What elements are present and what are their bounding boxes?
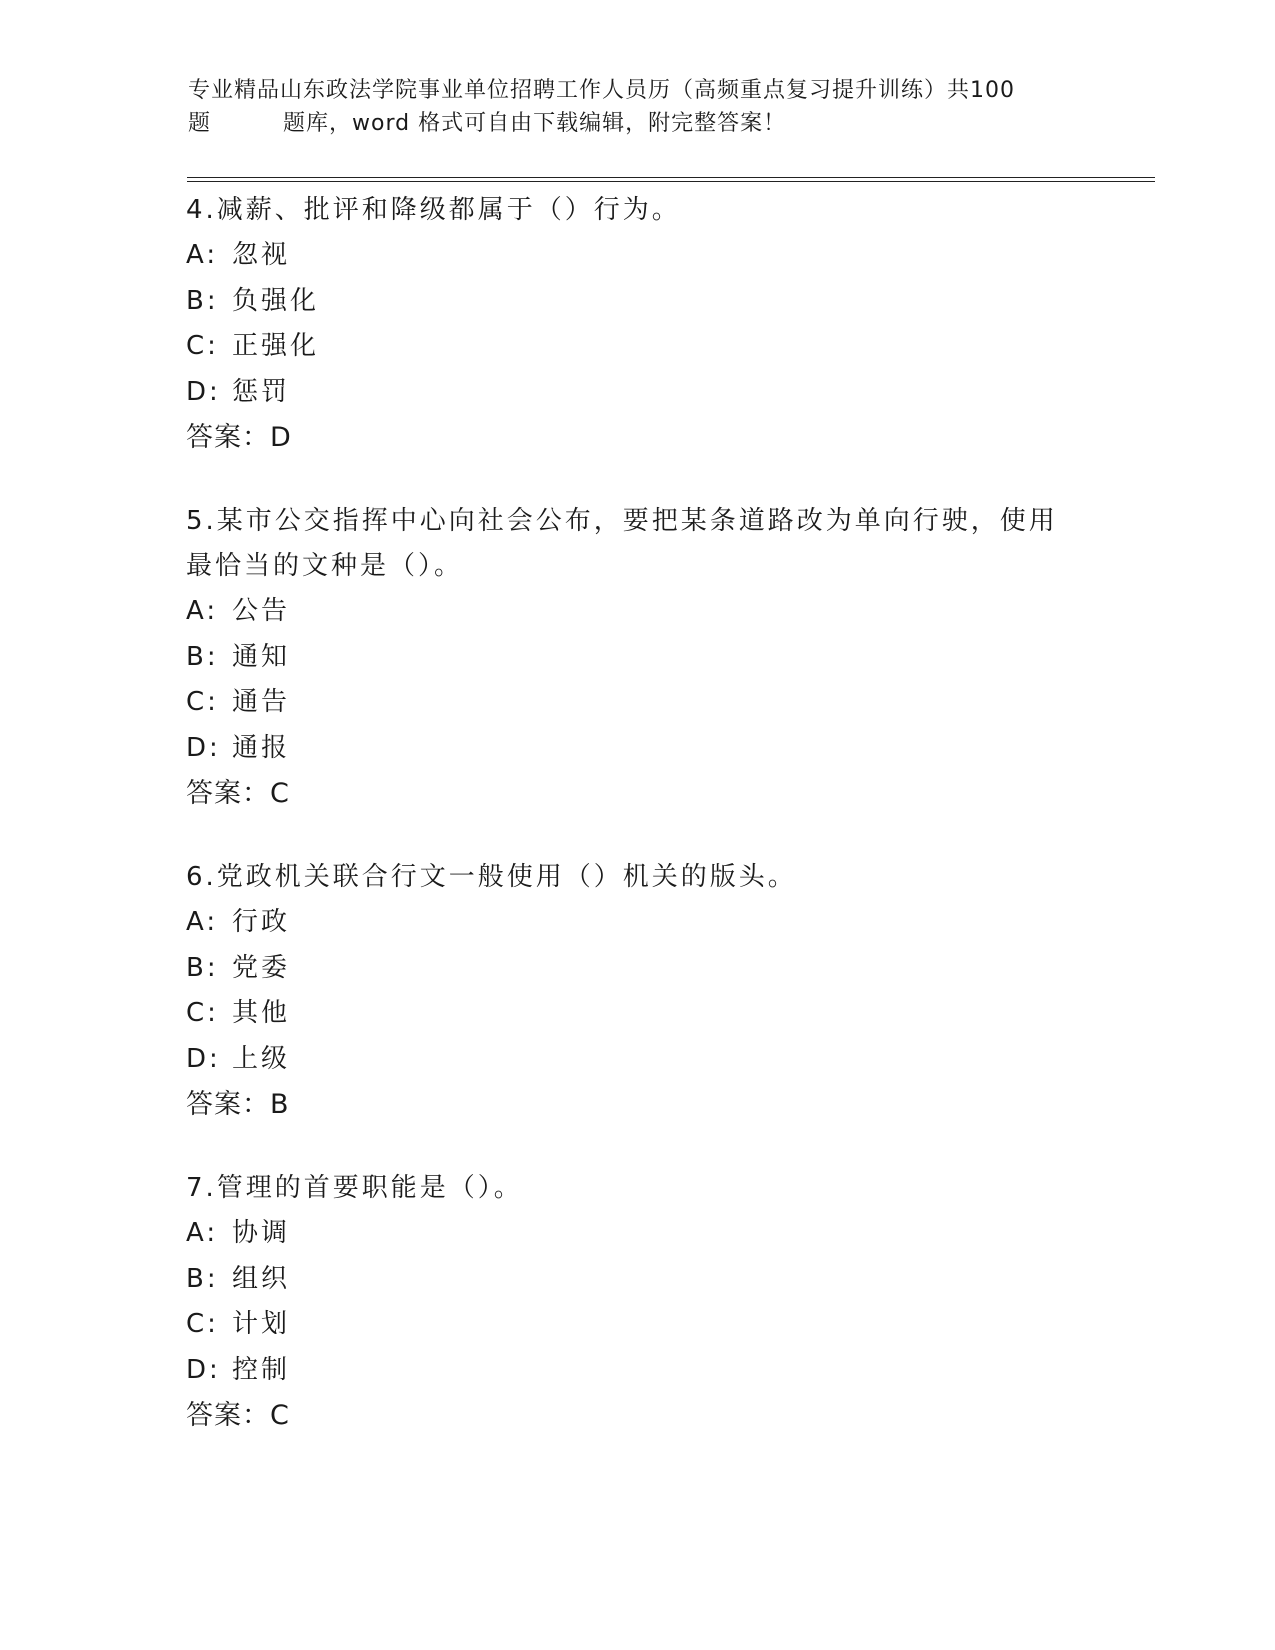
option-text: 负强化 — [232, 285, 320, 316]
option-text: 控制 — [232, 1354, 291, 1385]
option-b — [186, 1257, 1086, 1303]
question-item — [186, 1166, 1086, 1439]
option-key: B: — [186, 285, 219, 316]
answer-value: C — [270, 778, 290, 809]
option-text: 组织 — [232, 1263, 291, 1294]
question-item — [186, 855, 1086, 1128]
question-item — [186, 499, 1086, 817]
question-stem: 6.党政机关联合行文一般使用（）机关的版头。 — [186, 862, 797, 892]
option-text: 上级 — [232, 1043, 291, 1074]
answer-value: C — [270, 1400, 290, 1431]
option-key: A: — [186, 1218, 219, 1248]
header-line-2 — [188, 107, 1088, 140]
answer-line — [186, 1082, 1086, 1128]
option-key: B: — [186, 641, 219, 672]
option-b — [186, 279, 1086, 325]
option-text: 通报 — [232, 732, 291, 763]
option-a — [186, 900, 1086, 946]
option-key: A: — [186, 596, 219, 626]
option-text: 党委 — [232, 952, 291, 983]
option-key: A: — [186, 907, 219, 937]
option-key: D: — [186, 376, 221, 407]
answer-value: D — [270, 422, 292, 453]
option-a — [186, 1211, 1086, 1257]
option-key: C: — [186, 687, 219, 717]
option-text: 计划 — [232, 1309, 291, 1339]
header-divider-bottom — [187, 181, 1155, 182]
option-c — [186, 991, 1086, 1037]
option-c — [186, 680, 1086, 726]
answer-line — [186, 1393, 1086, 1439]
option-key: C: — [186, 331, 219, 361]
question-list — [186, 188, 1086, 1477]
option-a — [186, 233, 1086, 279]
question-stem: 5.某市公交指挥中心向社会公布，要把某条道路改为单向行驶，使用 — [186, 506, 1058, 536]
question-stem-continued: 最恰当的文种是（）。 — [186, 551, 464, 581]
option-d — [186, 370, 1086, 416]
header-line-2-start: 题 — [188, 111, 212, 136]
option-key: C: — [186, 998, 219, 1028]
option-c — [186, 324, 1086, 370]
option-key: D: — [186, 1354, 221, 1385]
answer-label: 答案： — [186, 778, 270, 809]
option-text: 通告 — [232, 687, 291, 717]
option-text: 其他 — [232, 998, 291, 1028]
option-text: 行政 — [232, 907, 291, 937]
option-key: D: — [186, 732, 221, 763]
option-c — [186, 1302, 1086, 1348]
option-text: 公告 — [232, 596, 291, 626]
option-key: C: — [186, 1309, 219, 1339]
option-text: 协调 — [232, 1218, 291, 1248]
option-a — [186, 589, 1086, 635]
answer-label: 答案： — [186, 1400, 270, 1431]
option-text: 忽视 — [232, 240, 291, 270]
header-line-2-rest: 题库，word 格式可自由下载编辑，附完整答案！ — [283, 111, 787, 136]
answer-value: B — [270, 1089, 290, 1120]
option-key: B: — [186, 1263, 219, 1294]
answer-line — [186, 415, 1086, 461]
header-line-1: 专业精品山东政法学院事业单位招聘工作人员历（高频重点复习提升训练）共100 — [188, 78, 1015, 103]
question-item — [186, 188, 1086, 461]
option-b — [186, 635, 1086, 681]
option-d — [186, 1037, 1086, 1083]
option-b — [186, 946, 1086, 992]
option-d — [186, 1348, 1086, 1394]
option-d — [186, 726, 1086, 772]
option-key: A: — [186, 240, 219, 270]
answer-label: 答案： — [186, 422, 270, 453]
option-key: B: — [186, 952, 219, 983]
question-stem: 7.管理的首要职能是（）。 — [186, 1173, 523, 1203]
header-divider-top — [187, 177, 1155, 178]
option-key: D: — [186, 1043, 221, 1074]
option-text: 通知 — [232, 641, 291, 672]
answer-line — [186, 771, 1086, 817]
document-header — [188, 74, 1088, 140]
option-text: 惩罚 — [232, 376, 291, 407]
answer-label: 答案： — [186, 1089, 270, 1120]
question-stem: 4.减薪、批评和降级都属于（）行为。 — [186, 195, 681, 225]
option-text: 正强化 — [232, 331, 320, 361]
